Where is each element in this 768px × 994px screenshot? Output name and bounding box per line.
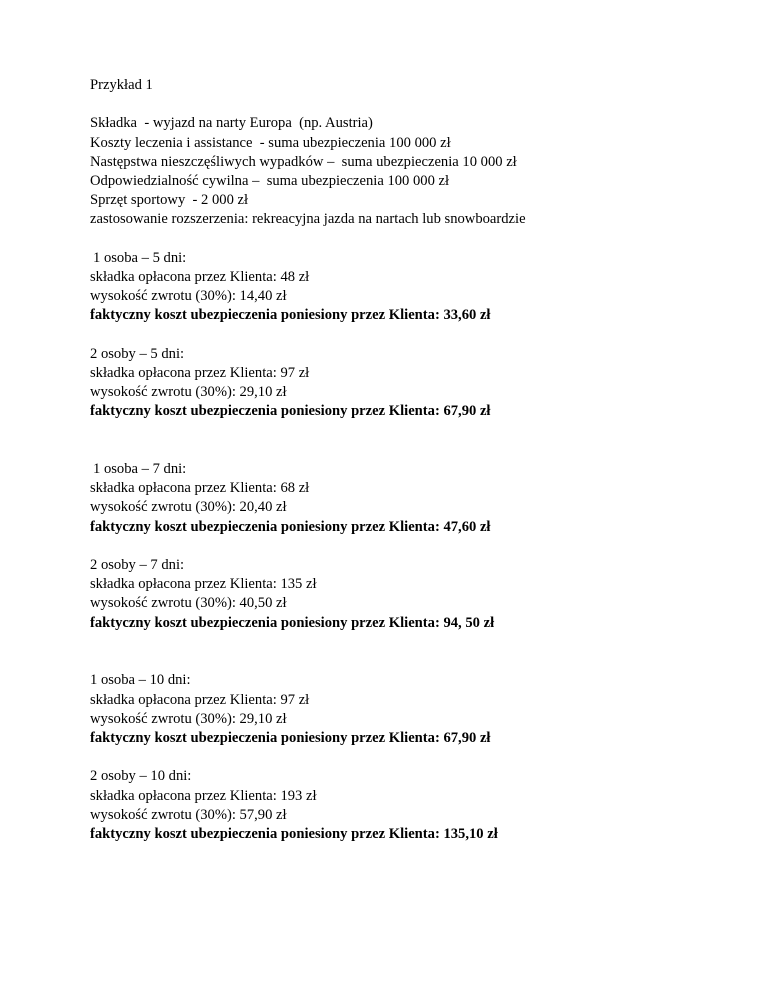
case-block-6 — [90, 767, 678, 844]
intro-line: zastosowanie rozszerzenia: rekreacyjna jazda na nartach lub snowboardzie — [90, 211, 526, 228]
spacer — [90, 748, 678, 767]
case-total: faktyczny koszt ubezpieczenia poniesiony przez Klienta: 94, 50 zł — [90, 614, 495, 631]
case-premium: składka opłacona przez Klienta: 68 zł — [90, 480, 310, 497]
case-refund: wysokość zwrotu (30%): 57,90 zł — [90, 806, 287, 823]
intro-line: Sprzęt sportowy - 2 000 zł — [90, 192, 249, 209]
spacer — [90, 230, 678, 249]
document-body — [90, 76, 678, 844]
intro-line: Następstwa nieszczęśliwych wypadków – suma ubezpieczenia 10 000 zł — [90, 153, 517, 170]
case-total: faktyczny koszt ubezpieczenia poniesiony przez Klienta: 135,10 zł — [90, 825, 498, 842]
case-refund: wysokość zwrotu (30%): 29,10 zł — [90, 384, 287, 401]
case-block-3 — [90, 460, 678, 537]
spacer — [90, 422, 678, 441]
intro-line: Koszty leczenia i assistance - suma ubezpieczenia 100 000 zł — [90, 134, 451, 151]
case-total: faktyczny koszt ubezpieczenia poniesiony przez Klienta: 47,60 zł — [90, 518, 491, 535]
intro-line: Składka - wyjazd na narty Europa (np. Austria) — [90, 115, 373, 132]
case-premium: składka opłacona przez Klienta: 193 zł — [90, 787, 317, 804]
case-heading: 1 osoba – 5 dni: — [93, 249, 187, 266]
spacer — [90, 441, 678, 460]
spacer — [90, 537, 678, 556]
spacer — [90, 652, 678, 671]
case-refund: wysokość zwrotu (30%): 20,40 zł — [90, 499, 287, 516]
spacer — [90, 633, 678, 652]
spacer — [90, 95, 678, 114]
case-block-2 — [90, 345, 678, 422]
case-heading: 1 osoba – 7 dni: — [93, 461, 187, 478]
case-premium: składka opłacona przez Klienta: 97 zł — [90, 691, 310, 708]
spacer — [90, 326, 678, 345]
case-heading: 1 osoba – 10 dni: — [90, 672, 191, 689]
case-premium: składka opłacona przez Klienta: 48 zł — [90, 269, 310, 286]
case-total: faktyczny koszt ubezpieczenia poniesiony przez Klienta: 67,90 zł — [90, 403, 491, 420]
document-title: Przykład 1 — [90, 77, 153, 93]
case-block-4 — [90, 556, 678, 633]
case-heading: 2 osoby – 10 dni: — [90, 768, 192, 785]
case-total: faktyczny koszt ubezpieczenia poniesiony przez Klienta: 33,60 zł — [90, 307, 491, 324]
case-premium: składka opłacona przez Klienta: 135 zł — [90, 576, 317, 593]
case-heading: 2 osoby – 5 dni: — [90, 345, 185, 362]
case-refund: wysokość zwrotu (30%): 29,10 zł — [90, 710, 287, 727]
intro-block — [90, 114, 678, 229]
intro-line: Odpowiedzialność cywilna – suma ubezpieczenia 100 000 zł — [90, 173, 450, 190]
case-block-5 — [90, 671, 678, 748]
case-total: faktyczny koszt ubezpieczenia poniesiony przez Klienta: 67,90 zł — [90, 729, 491, 746]
case-block-1 — [90, 249, 678, 326]
case-heading: 2 osoby – 7 dni: — [90, 557, 185, 574]
case-premium: składka opłacona przez Klienta: 97 zł — [90, 365, 310, 382]
case-refund: wysokość zwrotu (30%): 40,50 zł — [90, 595, 287, 612]
case-refund: wysokość zwrotu (30%): 14,40 zł — [90, 288, 287, 305]
